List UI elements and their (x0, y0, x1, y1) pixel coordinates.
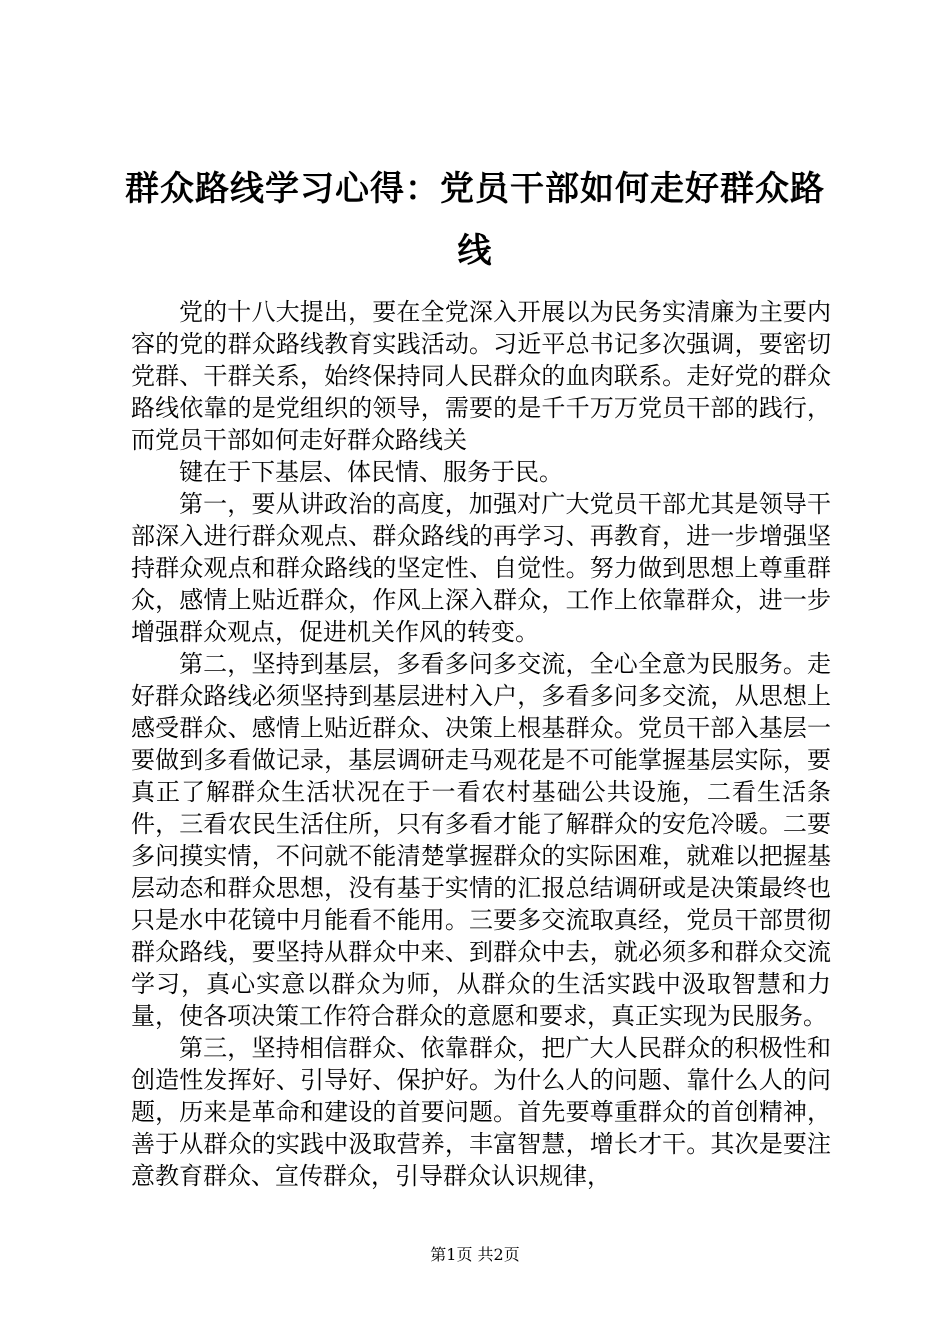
paragraph-first-point: 第一，要从讲政治的高度，加强对广大党员干部尤其是领导干部深入进行群众观点、群众路线的再学习、再教育，进一步增强坚持群众观点和群众路线的坚定性、自觉性。努力做到思想上尊重群众，感情上贴近群众，作风上深入群众，工作上依靠群众，进一步增强群众观点，促进机关作风的转变。 (131, 490, 831, 646)
paragraph-second-point: 第二，坚持到基层，多看多问多交流，全心全意为民服务。走好群众路线必须坚持到基层进村入户，多看多问多交流，从思想上感受群众、感情上贴近群众、决策上根基群众。党员干部入基层一要做到多看做记录，基层调研走马观花是不可能掌握基层实际，要真正了解群众生活状况在于一看农村基础公共设施，二看生活条件，三看农民生活住所，只有多看才能了解群众的安危冷暖。二要多问摸实情，不问就不能清楚掌握群众的实际困难，就难以把握基层动态和群众思想，没有基于实情的汇报总结调研或是决策最终也只是水中花镜中月能看不能用。三要多交流取真经，党员干部贯彻群众路线，要坚持从群众中来、到群众中去，就必须多和群众交流学习，真心实意以群众为师，从群众的生活实践中汲取智慧和力量，使各项决策工作符合群众的意愿和要求，真正实现为民服务。 (131, 650, 831, 1030)
document-title: 群众路线学习心得：党员干部如何走好群众路线 (125, 169, 825, 271)
document-body (131, 296, 831, 1192)
paragraph-intro: 党的十八大提出，要在全党深入开展以为民务实清廉为主要内容的党的群众路线教育实践活动。习近平总书记多次强调，要密切党群、干群关系，始终保持同人民群众的血肉联系。走好党的群众路线依靠的是党组织的领导，需要的是千千万万党员干部的践行，而党员干部如何走好群众路线关 (131, 298, 831, 454)
page-number-footer: 第1页 共2页 (430, 1245, 520, 1264)
paragraph-intro-continued: 键在于下基层、体民情、服务于民。 (179, 458, 563, 486)
paragraph-third-point: 第三，坚持相信群众、依靠群众，把广大人民群众的积极性和创造性发挥好、引导好、保护好。为什么人的问题、靠什么人的问题，历来是革命和建设的首要问题。首先要尊重群众的首创精神，善于从群众的实践中汲取营养，丰富智慧，增长才干。其次是要注意教育群众、宣传群众，引导群众认识规律， (131, 1034, 831, 1190)
